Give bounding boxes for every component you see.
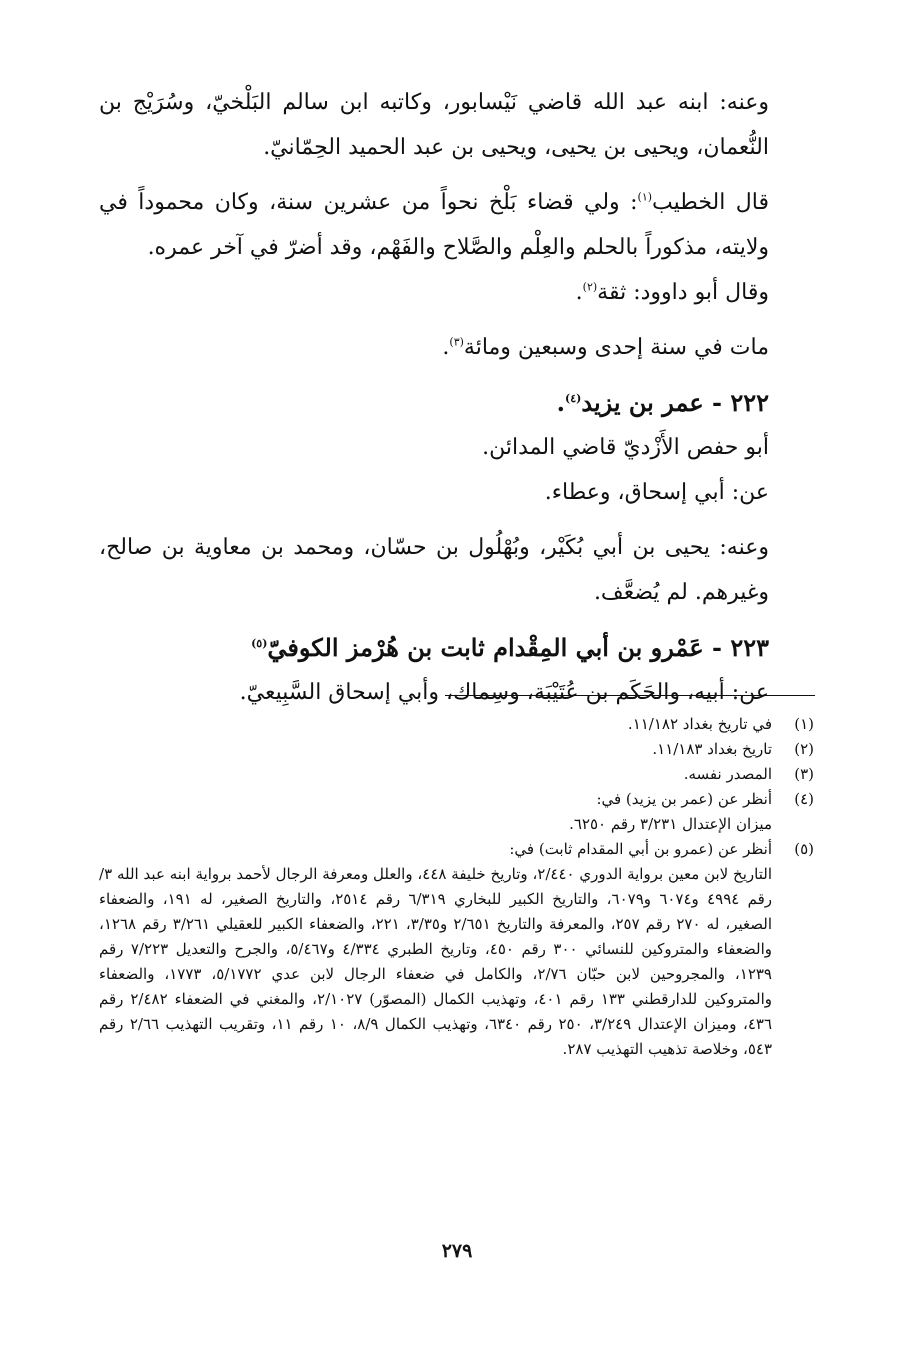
footnote-text: أنظر عن (عمر بن يزيد) في: xyxy=(596,790,772,808)
text-run: : ولي قضاء بَلْخ نحواً من عشرين سنة، وكان محموداً في ولايته، مذكوراً بالحلم والعِلْم والصَّلاح والفَهْم، وقد أضرّ في آخر عمره. xyxy=(99,190,769,260)
footnote-sources: التاريخ لابن معين برواية الدوري ٢/٤٤٠، وتاريخ خليفة ٤٤٨، والعلل ومعرفة الرجال لأحمد برواية ابنه عبد الله ٣/ رقم ٤٩٩٤ و٦٠٧٤ و٦٠٧٩، والتاريخ الكبير للبخاري ٦/٣١٩ رقم ٢٥١٤، والتاريخ الصغير، له ١٩١، والضعفاء الصغير، له ٢٧٠ رقم ٢٥٧، والمعرفة والتاريخ ٢/٦٥١ و٣/٣٥، ٢٢١، والضعفاء الكبير للعقيلي ٣/٢٦١ رقم ١٢٦٨، والضعفاء والمتروكين للنسائي ٣٠٠ رقم ٤٥٠، وتاريخ الطبري ٤/٣٣٤ و٥/٤٦٧، والجرح والتعديل ٧/٢٢٣ رقم ١٢٣٩، والمجروحين لابن حبّان ٢/٧٦، والكامل في ضعفاء الرجال لابن عدي ٥/١٧٧٢، ١٧٧٣، والضعفاء والمتروكين للدارقطني ١٣٣ رقم ٤٠١، وتهذيب الكمال (المصوّر) ٢/١٠٢٧، والمغني في الضعفاء ٢/٤٨٢ رقم ٤٣٦، وميزان الإعتدال ٣/٢٤٩، ٢٥٠ رقم ٦٣٤٠، وتهذيب الكمال ٨/٩، ١٠ رقم ١١، وتقريب التهذيب ٢/٦٦ رقم ٥٤٣، وخلاصة تذهيب التهذيب ٢٨٧. xyxy=(99,865,773,1058)
paragraph-narrators-from-222: وعنه: يحيى بن أبي بُكَيْر، وبُهْلُول بن حسّان، ومحمد بن معاوية بن صالح، وغيرهم. لم يُضعَّف. xyxy=(99,535,769,605)
paragraph-kunya: أبو حفص الأَزْديّ قاضي المدائن. xyxy=(482,435,769,460)
footnote-3 xyxy=(99,762,814,787)
entry-heading-223 xyxy=(99,625,814,670)
footnote-5 xyxy=(99,837,814,1062)
page-number: ٢٧٩ xyxy=(441,1240,473,1262)
paragraph-death-year xyxy=(99,325,814,370)
paragraph-narrated-from: عن: أبي إسحاق، وعطاء. xyxy=(544,480,769,505)
text-run: وقال أبو داوود: ثقة xyxy=(597,280,769,305)
footnotes xyxy=(99,712,814,1062)
text-run: . xyxy=(442,335,450,360)
footnote-1 xyxy=(99,712,814,737)
footnote-number: (٥) xyxy=(794,840,814,858)
main-text xyxy=(99,80,814,715)
entry-heading-222 xyxy=(99,380,814,425)
footnote-ref-5: (٥) xyxy=(251,637,268,650)
footnote-2 xyxy=(99,737,814,762)
text-run: . xyxy=(556,388,565,417)
footnote-number: (١) xyxy=(794,715,814,733)
text-run: . xyxy=(575,280,583,305)
heading-text: ٢٢٢ - عمر بن يزيد xyxy=(581,388,769,417)
footnote-text: أنظر عن (عمرو بن أبي المقدام ثابت) في: xyxy=(509,840,772,858)
footnote-number: (٤) xyxy=(794,790,814,808)
footnote-text: تاريخ بغداد ١١/١٨٣. xyxy=(652,740,772,758)
paragraph-khatib-quote xyxy=(99,180,814,270)
footnote-number: (٣) xyxy=(794,765,814,783)
footnote-4 xyxy=(99,787,814,837)
footnote-number: (٢) xyxy=(794,740,814,758)
heading-text: ٢٢٣ - عَمْرو بن أبي المِقْدام ثابت بن هُرْمز الكوفيّ xyxy=(267,633,769,662)
footnote-ref-3: (٣) xyxy=(449,335,464,349)
footnote-ref-4: (٤) xyxy=(565,392,582,405)
text-run: قال الخطيب xyxy=(652,190,769,215)
paragraph-narrators-from: وعنه: ابنه عبد الله قاضي نَيْسابور، وكاتبه ابن سالم البَلْخيّ، وسُرَيْج بن النُّعمان، ويحيى بن يحيى، ويحيى بن عبد الحميد الحِمّانيّ. xyxy=(99,90,769,160)
footnote-text: المصدر نفسه. xyxy=(683,765,772,783)
footnote-separator xyxy=(445,695,815,696)
text-run: مات في سنة إحدى وسبعين ومائة xyxy=(463,335,769,360)
footnote-ref-2: (٢) xyxy=(582,280,598,294)
footnote-ref-1: (١) xyxy=(637,190,653,204)
paragraph-abu-dawud xyxy=(99,270,814,315)
paragraph-narrated-from-223: عن: أبيه، والحَكَم بن عُتَيْبَة، وسِماك، وأبي إسحاق السَّبِيعيّ. xyxy=(239,680,769,705)
footnote-source: ميزان الإعتدال ٣/٢٣١ رقم ٦٢٥٠. xyxy=(569,815,772,833)
footnote-text: في تاريخ بغداد ١١/١٨٢. xyxy=(627,715,772,733)
